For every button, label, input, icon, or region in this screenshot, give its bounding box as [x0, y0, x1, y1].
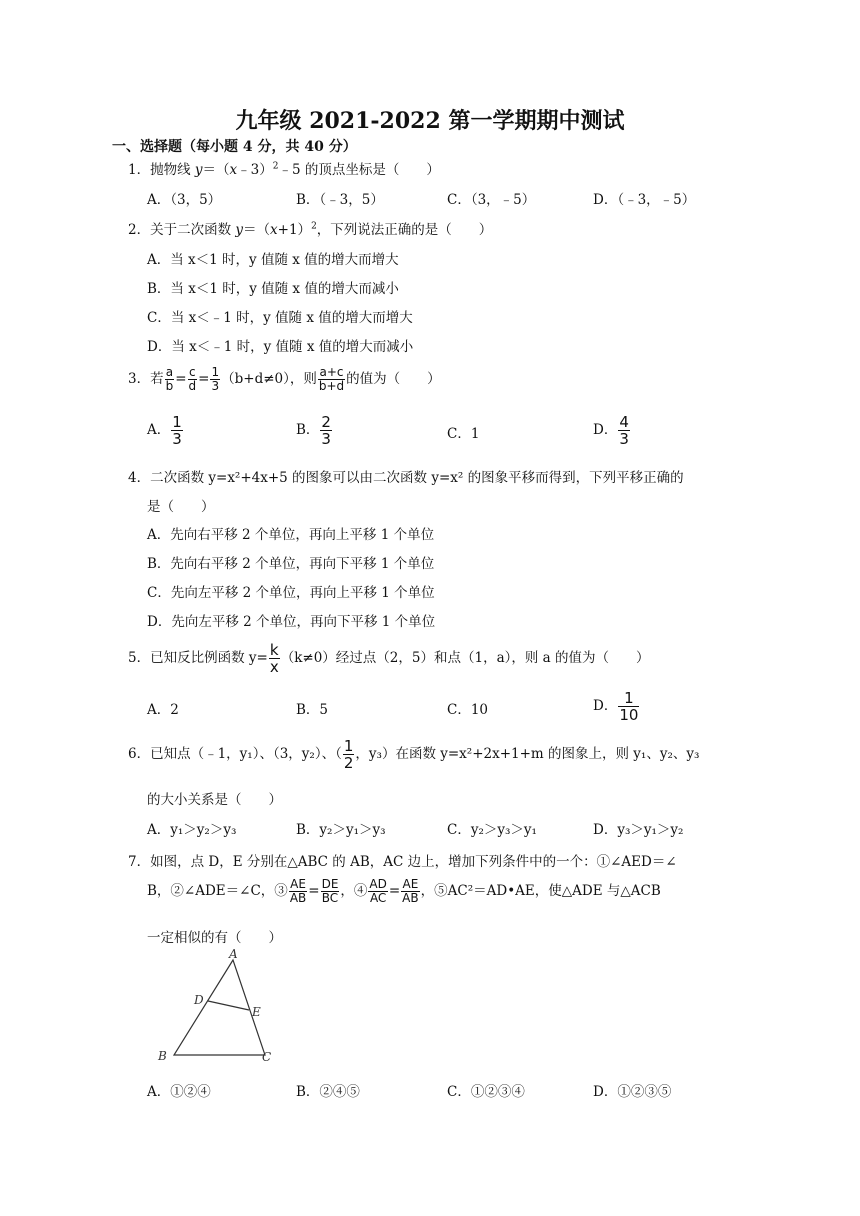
q3-frac-a-b: $\frac{a}{b}$ — [165, 365, 174, 393]
question-3: 3．若 $\frac{a}{b}$ = $\frac{c}{d}$ = $\frac{1}{3}$ （b+d≠0），则 $\frac{a+c}{b+d}$ 的值为（ ） — [128, 365, 441, 393]
q4-option-b[interactable]: B．先向右平移 2 个单位，再向下平移 1 个单位 — [147, 556, 435, 572]
q5-frac-k-x: $\frac{k}{x}$ — [269, 641, 279, 676]
q3-condition: （b+d≠0），则 — [221, 371, 317, 387]
q7-option-b[interactable]: B．②④⑤ — [296, 1084, 360, 1100]
q6-prefix: 6．已知点（﹣1，y₁）、（3，y₂）、（ — [128, 746, 342, 762]
q4-option-c[interactable]: C．先向左平移 2 个单位，再向上平移 1 个单位 — [147, 585, 435, 601]
question-1 — [128, 158, 440, 178]
q3-option-a[interactable]: A． $\frac{1}{3}$ — [147, 413, 182, 448]
q2-var-x: x — [270, 222, 278, 238]
q3-frac-c-d: $\frac{c}{d}$ — [188, 365, 197, 393]
q1-option-c[interactable]: C．（3，﹣5） — [447, 192, 536, 208]
q3-frac-sum: $\frac{a+c}{b+d}$ — [318, 365, 345, 393]
q1-var-y: y — [194, 162, 203, 178]
q3-frac-1-3: $\frac{1}{3}$ — [211, 365, 220, 393]
q2-rest: +1） — [277, 222, 312, 238]
q7-frac-de-bc: $\frac{DE}{BC}$ — [321, 877, 339, 905]
q2-option-d[interactable]: D．当 x＜﹣1 时，y 值随 x 值的增大而减小 — [147, 339, 414, 355]
vertex-label-c: C — [262, 1050, 272, 1064]
q2-option-a[interactable]: A．当 x＜1 时，y 值随 x 值的增大而增大 — [147, 252, 399, 268]
question-6-line-1 — [128, 738, 699, 771]
q1-option-a[interactable]: A．（3，5） — [147, 192, 222, 208]
q2-exp: 2 — [311, 221, 317, 232]
q1-var-x: x — [229, 162, 238, 178]
segment-de — [208, 1001, 249, 1010]
q7-frac-ad-ac: $\frac{AD}{AC}$ — [369, 877, 387, 905]
q1-option-b[interactable]: B．（﹣3，5） — [296, 192, 384, 208]
q1-rest: ﹣3） — [237, 162, 273, 178]
question-7-line-1: 7．如图，点 D，E 分别在△ABC 的 AB，AC 边上，增加下列条件中的一个：①∠AED＝∠ — [128, 854, 677, 870]
q5-tail: （k≠0）经过点（2，5）和点（1，a），则 a 的值为（ ） — [280, 650, 650, 666]
q3-option-d[interactable]: D． $\frac{4}{3}$ — [593, 413, 629, 448]
q3-option-c[interactable]: C．1 — [447, 426, 480, 442]
page-title: 九年级 2021-2022 第一学期期中测试 — [235, 108, 625, 134]
q1-exp: 2 — [272, 161, 279, 172]
q2-option-b[interactable]: B．当 x＜1 时，y 值随 x 值的增大而减小 — [147, 281, 399, 297]
q3-option-b[interactable]: B． $\frac{2}{3}$ — [296, 413, 331, 448]
q5-option-b[interactable]: B．5 — [296, 702, 329, 718]
q3-tail: 的值为（ ） — [346, 371, 441, 387]
q4-option-d[interactable]: D．先向左平移 2 个单位，再向下平移 1 个单位 — [147, 614, 436, 630]
section-heading: 一、选择题（每小题 4 分，共 40 分） — [112, 139, 357, 155]
q7-option-c[interactable]: C．①②③④ — [447, 1084, 525, 1100]
q2-var-y: y — [235, 222, 244, 238]
q1-option-d[interactable]: D．（﹣3，﹣5） — [593, 192, 696, 208]
question-6-line-2: 的大小关系是（ ） — [147, 792, 282, 808]
vertex-label-b: B — [158, 1049, 167, 1063]
question-7-line-3: 一定相似的有（ ） — [147, 930, 282, 946]
q2-option-c[interactable]: C．当 x＜﹣1 时，y 值随 x 值的增大而增大 — [147, 310, 413, 326]
q7-frac-ae-ab-2: $\frac{AE}{AB}$ — [402, 877, 419, 905]
question-5 — [128, 642, 650, 675]
question-4-line-2: 是（ ） — [147, 499, 215, 515]
q2-tail: ，下列说法正确的是（ ） — [316, 222, 493, 238]
q1-mid: ＝（ — [202, 162, 230, 178]
q6-option-c[interactable]: C．y₂＞y₃＞y₁ — [447, 822, 537, 838]
q6-option-d[interactable]: D．y₃＞y₁＞y₂ — [593, 822, 684, 838]
q5-option-d[interactable]: D． $\frac{1}{10}$ — [593, 689, 639, 724]
question-7-line-2: B，②∠ADE＝∠C，③ $\frac{AE}{AB}$ = $\frac{DE}{BC}$ ，④ $\frac{AD}{AC}$ = $\frac{AE}{AB}$ ，⑤AC²＝AD•AE，使△ADE 与△ACB — [147, 877, 661, 905]
q7-frac-ae-ab: $\frac{AE}{AB}$ — [289, 877, 307, 905]
vertex-label-d: D — [194, 993, 204, 1007]
vertex-label-e: E — [252, 1005, 261, 1019]
question-4-line-1: 4．二次函数 y=x²+4x+5 的图象可以由二次函数 y=x² 的图象平移而得到，下列平移正确的 — [128, 470, 684, 486]
q5-option-c[interactable]: C．10 — [447, 702, 489, 718]
q4-option-a[interactable]: A．先向右平移 2 个单位，再向上平移 1 个单位 — [147, 527, 435, 543]
vertex-label-a: A — [229, 948, 238, 961]
q6-frac-half: $\frac{1}{2}$ — [343, 737, 354, 772]
q7-option-a[interactable]: A．①②④ — [147, 1084, 211, 1100]
q6-option-b[interactable]: B．y₂＞y₁＞y₃ — [296, 822, 386, 838]
q1-prefix: 1．抛物线 — [128, 162, 195, 178]
q5-prefix: 5．已知反比例函数 y= — [128, 650, 268, 666]
q6-tail: ，y₃）在函数 y=x²+2x+1+m 的图象上，则 y₁、y₂、y₃ — [355, 746, 700, 762]
q2-mid: ＝（ — [243, 222, 271, 238]
q5-option-a[interactable]: A．2 — [147, 702, 179, 718]
q6-option-a[interactable]: A．y₁＞y₂＞y₃ — [147, 822, 237, 838]
q1-tail: ﹣5 的顶点坐标是（ ） — [278, 162, 440, 178]
q3-prefix: 3．若 — [128, 371, 164, 387]
question-2 — [128, 218, 492, 238]
q2-prefix: 2．关于二次函数 — [128, 222, 236, 238]
q7-option-d[interactable]: D．①②③⑤ — [593, 1084, 672, 1100]
triangle-figure — [150, 948, 280, 1064]
